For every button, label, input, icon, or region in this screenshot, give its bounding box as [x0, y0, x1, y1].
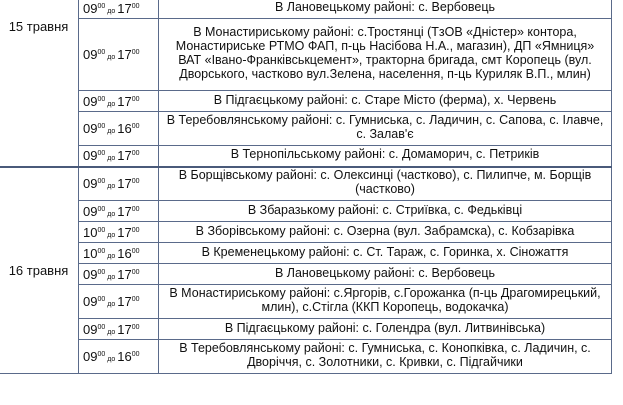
- table-row: [0, 201, 612, 222]
- table-row: [0, 91, 612, 112]
- outage-area: В Тернопільському районі: с. Домаморич, с. Петриків: [159, 146, 612, 167]
- table-row: [0, 0, 612, 19]
- table-row: [0, 340, 612, 374]
- outage-area: В Монастириському районі: с.Яргорів, с.Горожанка (п-ць Драгомирецький, млин), с.Стігла (ККП Коропець, водокачка): [159, 285, 612, 319]
- outage-area: В Лановецькому районі: с. Вербовець: [159, 264, 612, 285]
- table-row: [0, 222, 612, 243]
- table-row: [0, 285, 612, 319]
- time-cell: $09^{00}до$ $17^{00}$: [79, 146, 159, 167]
- time-cell: $10^{00}до$ $17^{00}$: [79, 222, 159, 243]
- table-row: [0, 146, 612, 167]
- time-cell: $09^{00}до$ $17^{00}$: [79, 201, 159, 222]
- time-cell: $09^{00}до$ $17^{00}$: [79, 319, 159, 340]
- outage-area: В Монастириському районі: с.Тростянці (ТзОВ «Дністер» контора, Монастириське РТМО ФАП, п-ць Насібова Н.А., магазин), ДП «Ямниця» ВАТ «Івано-Франківськцемент», тракторна бригада, смт Коропець (вул. Дворського, частково вул.Зелена, населення, п-ць Куриляк В.П., млин): [159, 19, 612, 91]
- outage-area: В Збаразькому районі: с. Стриївка, с. Федьківці: [159, 201, 612, 222]
- time-cell: $09^{00}до$ $16^{00}$: [79, 340, 159, 374]
- outage-area: В Зборівському районі: с. Озерна (вул. Забрамска), с. Кобзарівка: [159, 222, 612, 243]
- outage-area: В Підгаєцькому районі: с. Голендра (вул. Литвинівська): [159, 319, 612, 340]
- time-cell: $09^{00}до$ $17^{00}$: [79, 91, 159, 112]
- time-cell: $09^{00}до$ $17^{00}$: [79, 285, 159, 319]
- time-cell: $09^{00}до$ $17^{00}$: [79, 19, 159, 91]
- table-row: [0, 167, 612, 201]
- time-cell: $09^{00}до$ $17^{00}$: [79, 0, 159, 19]
- outage-area: В Лановецькому районі: с. Вербовець: [159, 0, 612, 19]
- table-row: [0, 112, 612, 146]
- outage-area: В Борщівському районі: с. Олексинці (частково), с. Пилипче, м. Борщів (частково): [159, 167, 612, 201]
- time-cell: $09^{00}до$ $17^{00}$: [79, 264, 159, 285]
- table-row: [0, 319, 612, 340]
- time-cell: $09^{00}до$ $17^{00}$: [79, 167, 159, 201]
- time-cell: $10^{00}до$ $16^{00}$: [79, 243, 159, 264]
- date-cell: 15 травня: [0, 0, 79, 167]
- date-cell: 16 травня: [0, 167, 79, 374]
- outage-area: В Підгаєцькому районі: с. Старе Місто (ферма), х. Червень: [159, 91, 612, 112]
- table-row: [0, 264, 612, 285]
- outage-area: В Кременецькому районі: с. Ст. Тараж, с. Горинка, х. Сіножаття: [159, 243, 612, 264]
- outage-area: В Теребовлянському районі: с. Гумниська, с. Конопківка, с. Ладичин, с. Дворіччя, с. Золотники, с. Кривки, с. Підгайчики: [159, 340, 612, 374]
- table-row: [0, 19, 612, 91]
- time-cell: $09^{00}до$ $16^{00}$: [79, 112, 159, 146]
- table-row: [0, 243, 612, 264]
- outage-area: В Теребовлянському районі: с. Гумниська, с. Ладичин, с. Сапова, с. Ілавче, с. Залав'є: [159, 112, 612, 146]
